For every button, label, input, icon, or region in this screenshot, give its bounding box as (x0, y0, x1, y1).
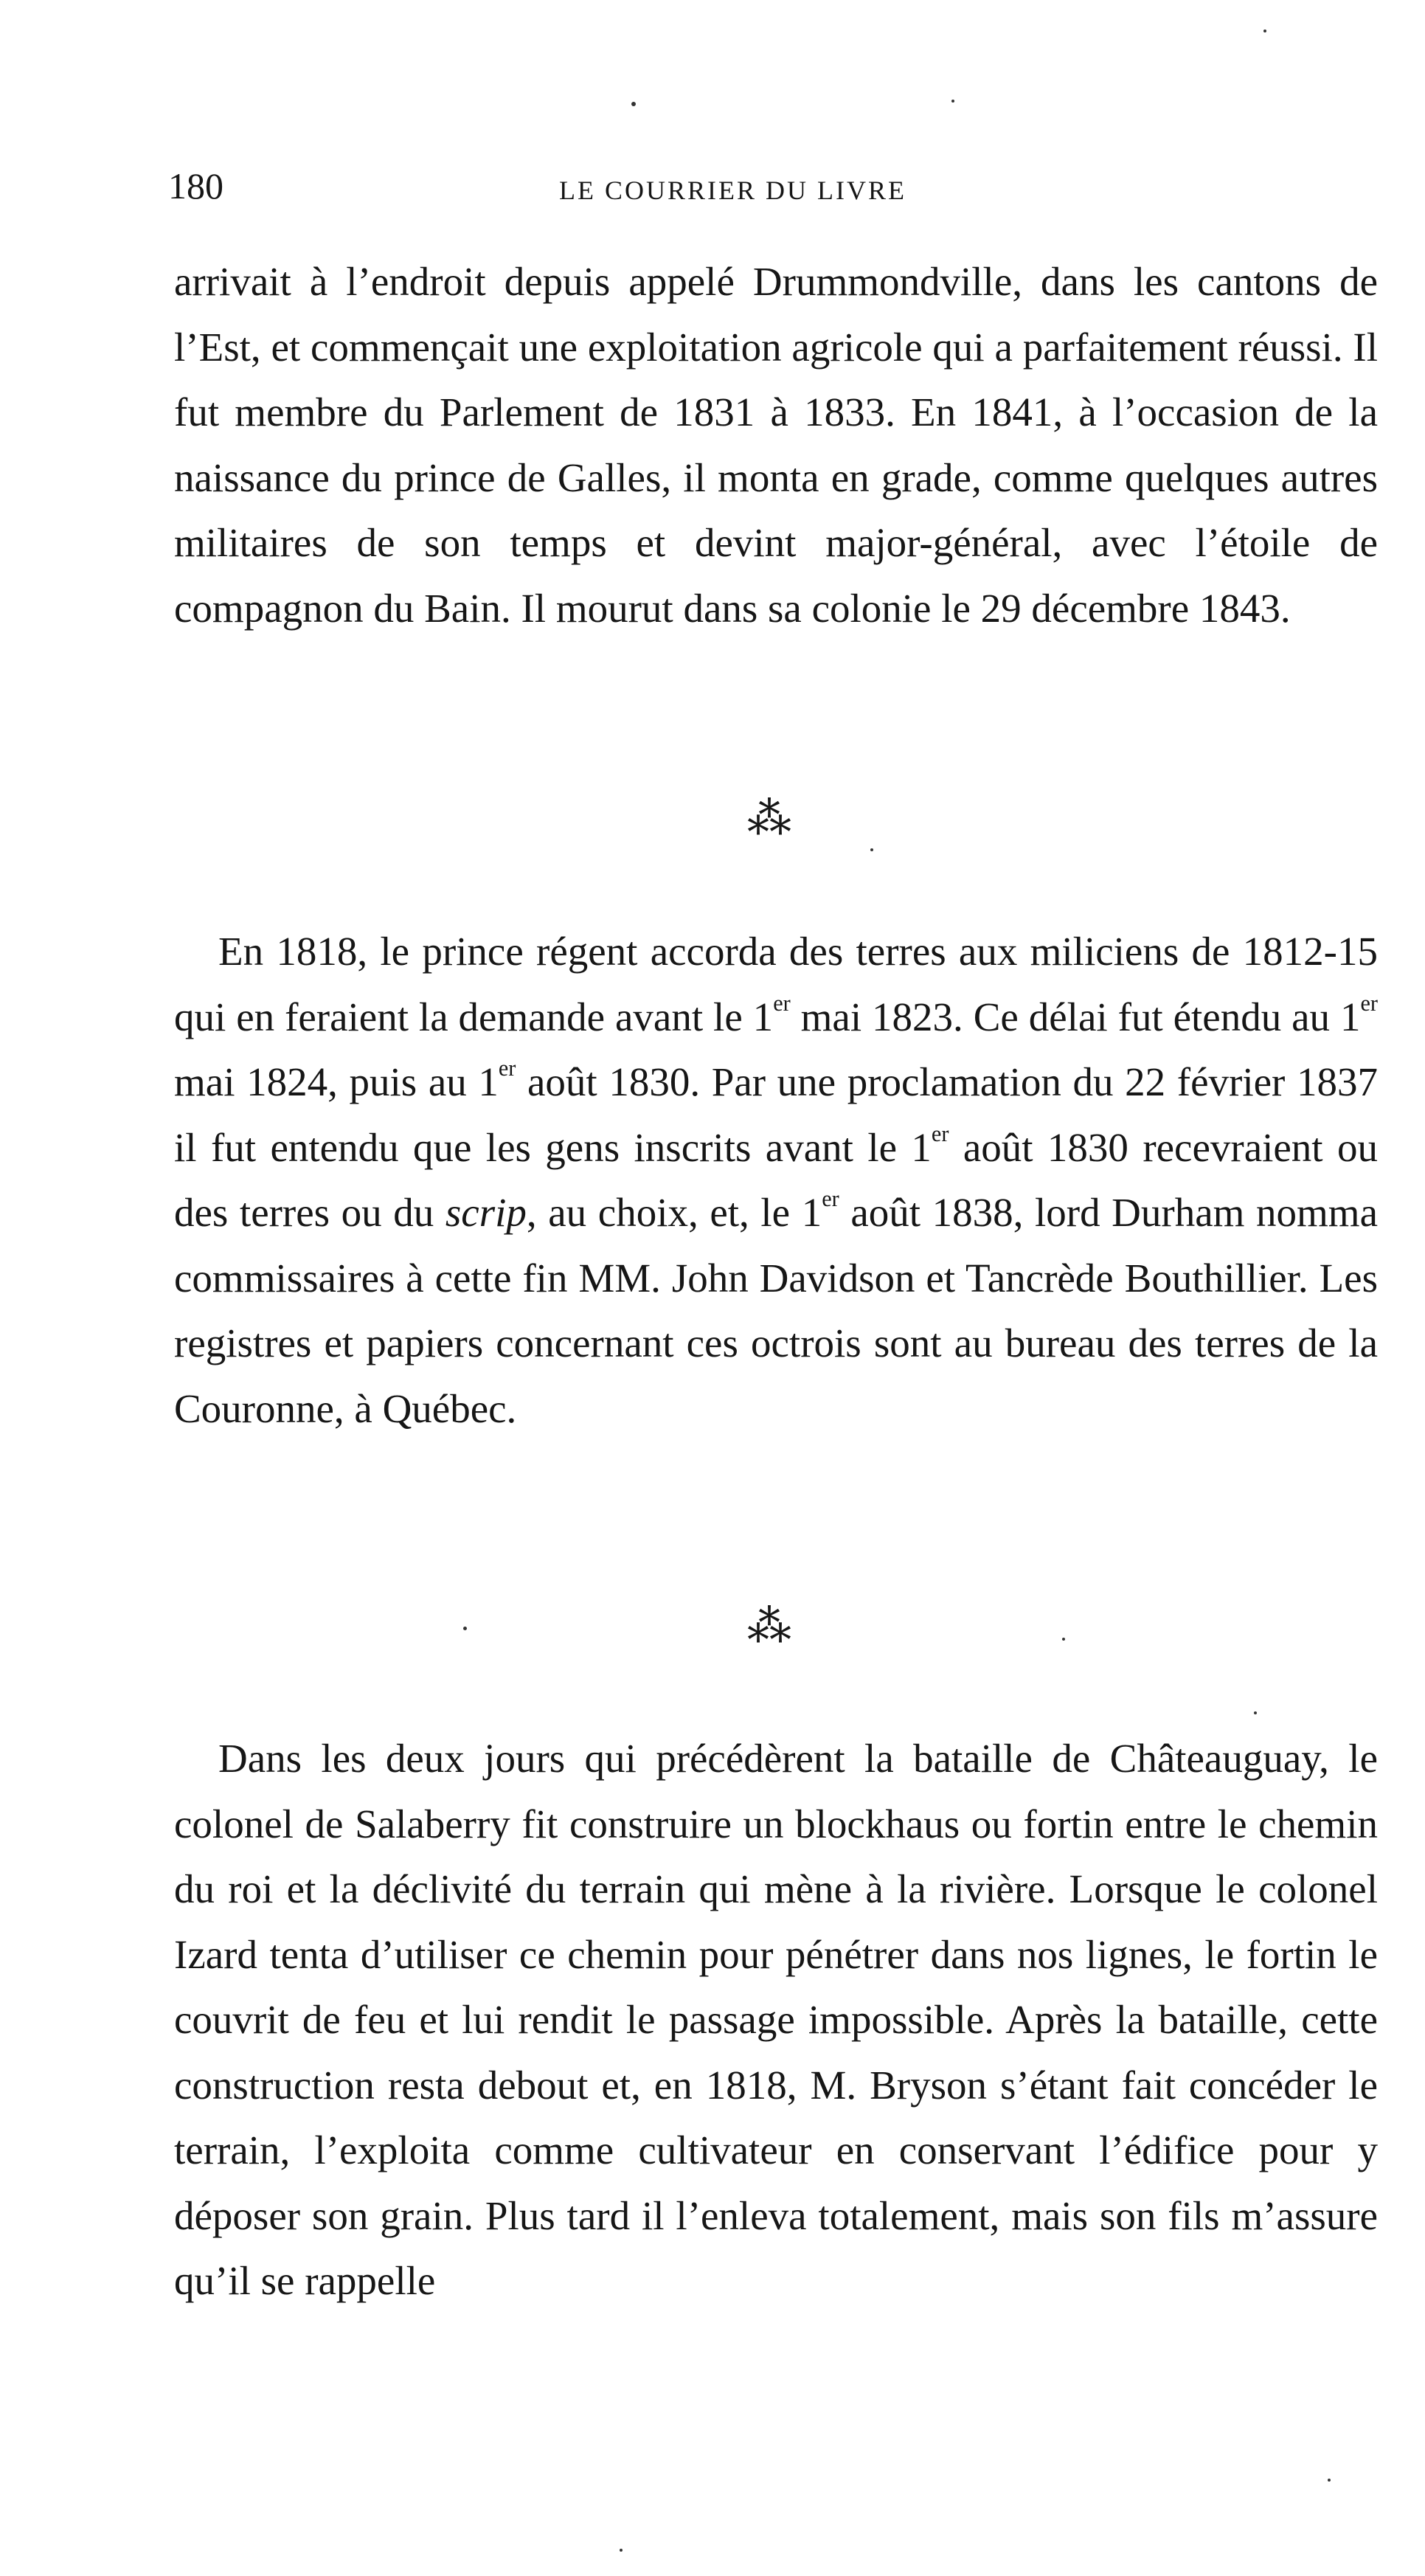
paragraph-2-text: En 1818, le prince régent accorda des terres aux miliciens de 1812-15 qui en feraient la demande avant le 1 (174, 929, 1378, 1039)
running-title: LE COURRIER DU LIVRE (559, 176, 906, 205)
scan-speck (1062, 1638, 1065, 1641)
page-header (168, 164, 1378, 215)
paragraph-2-text: août 1830. Par une proclamation du 22 février 1837 il fut entendu que les gens inscrits avant le 1 (174, 1059, 1378, 1170)
asterism-separator: ⁂ (747, 794, 787, 843)
scan-speck (1263, 30, 1266, 32)
paragraph-2-text: , au choix, et, le 1 (526, 1190, 822, 1235)
ordinal-superscript: er (773, 990, 791, 1016)
scan-speck (1328, 2479, 1331, 2482)
paragraph-2-text: août 1838, lord Durham nomma commissaires à cette fin MM. John Davidson et Tancrède Bouthillier. Les registres et papiers concernant ces octrois sont au bureau des terres de la Couronne, à Québec. (174, 1190, 1378, 1431)
scan-speck (631, 102, 636, 106)
page-number: 180 (168, 165, 223, 207)
asterism-separator: ⁂ (747, 1602, 787, 1651)
scan-speck (1254, 1711, 1257, 1714)
ordinal-superscript: er (822, 1185, 839, 1211)
paragraph-2-text: mai 1823. Ce délai fut étendu au 1 (790, 994, 1361, 1039)
scan-speck (951, 100, 954, 103)
ordinal-superscript: er (1360, 990, 1378, 1016)
scan-speck (870, 848, 873, 851)
ordinal-superscript: er (931, 1121, 949, 1146)
paragraph-1: arrivait à l’endroit depuis appelé Drummondville, dans les cantons de l’Est, et commençait une exploitation agricole qui a parfaitement réussi. Il fut membre du Parlement de 1831 à 1833. En 1841, à l’occasion de la naissance du prince de Galles, il monta en grade, comme quelques autres militaires de son temps et devint major-général, avec l’étoile de compagnon du Bain. Il mourut dans sa colonie le 29 décembre 1843. (174, 259, 1378, 631)
scan-speck (620, 2549, 623, 2552)
paragraph-3: Dans les deux jours qui précédèrent la bataille de Châteauguay, le colonel de Salaberry fit construire un blockhaus ou fortin entre le chemin du roi et la déclivité du terrain qui mène à la rivière. Lorsque le colonel Izard tenta d’utiliser ce chemin pour pénétrer dans nos lignes, le fortin le couvrit de feu et lui rendit le passage impossible. Après la bataille, cette construction resta debout et, en 1818, M. Bryson s’étant fait concéder le terrain, l’exploita comme cultivateur en conservant l’édifice pour y déposer son grain. Plus tard il l’enleva totalement, mais son fils m’assure qu’il se rappelle (174, 1736, 1378, 2303)
paragraph-2-text: mai 1824, puis au 1 (174, 1059, 499, 1104)
ordinal-superscript: er (498, 1055, 516, 1081)
paragraph-2 (174, 919, 1378, 1441)
scan-speck (463, 1627, 467, 1630)
paragraph-2-text: août 1830 recevraient ou des terres ou du (174, 1124, 1378, 1235)
italic-term: scrip (445, 1190, 527, 1235)
